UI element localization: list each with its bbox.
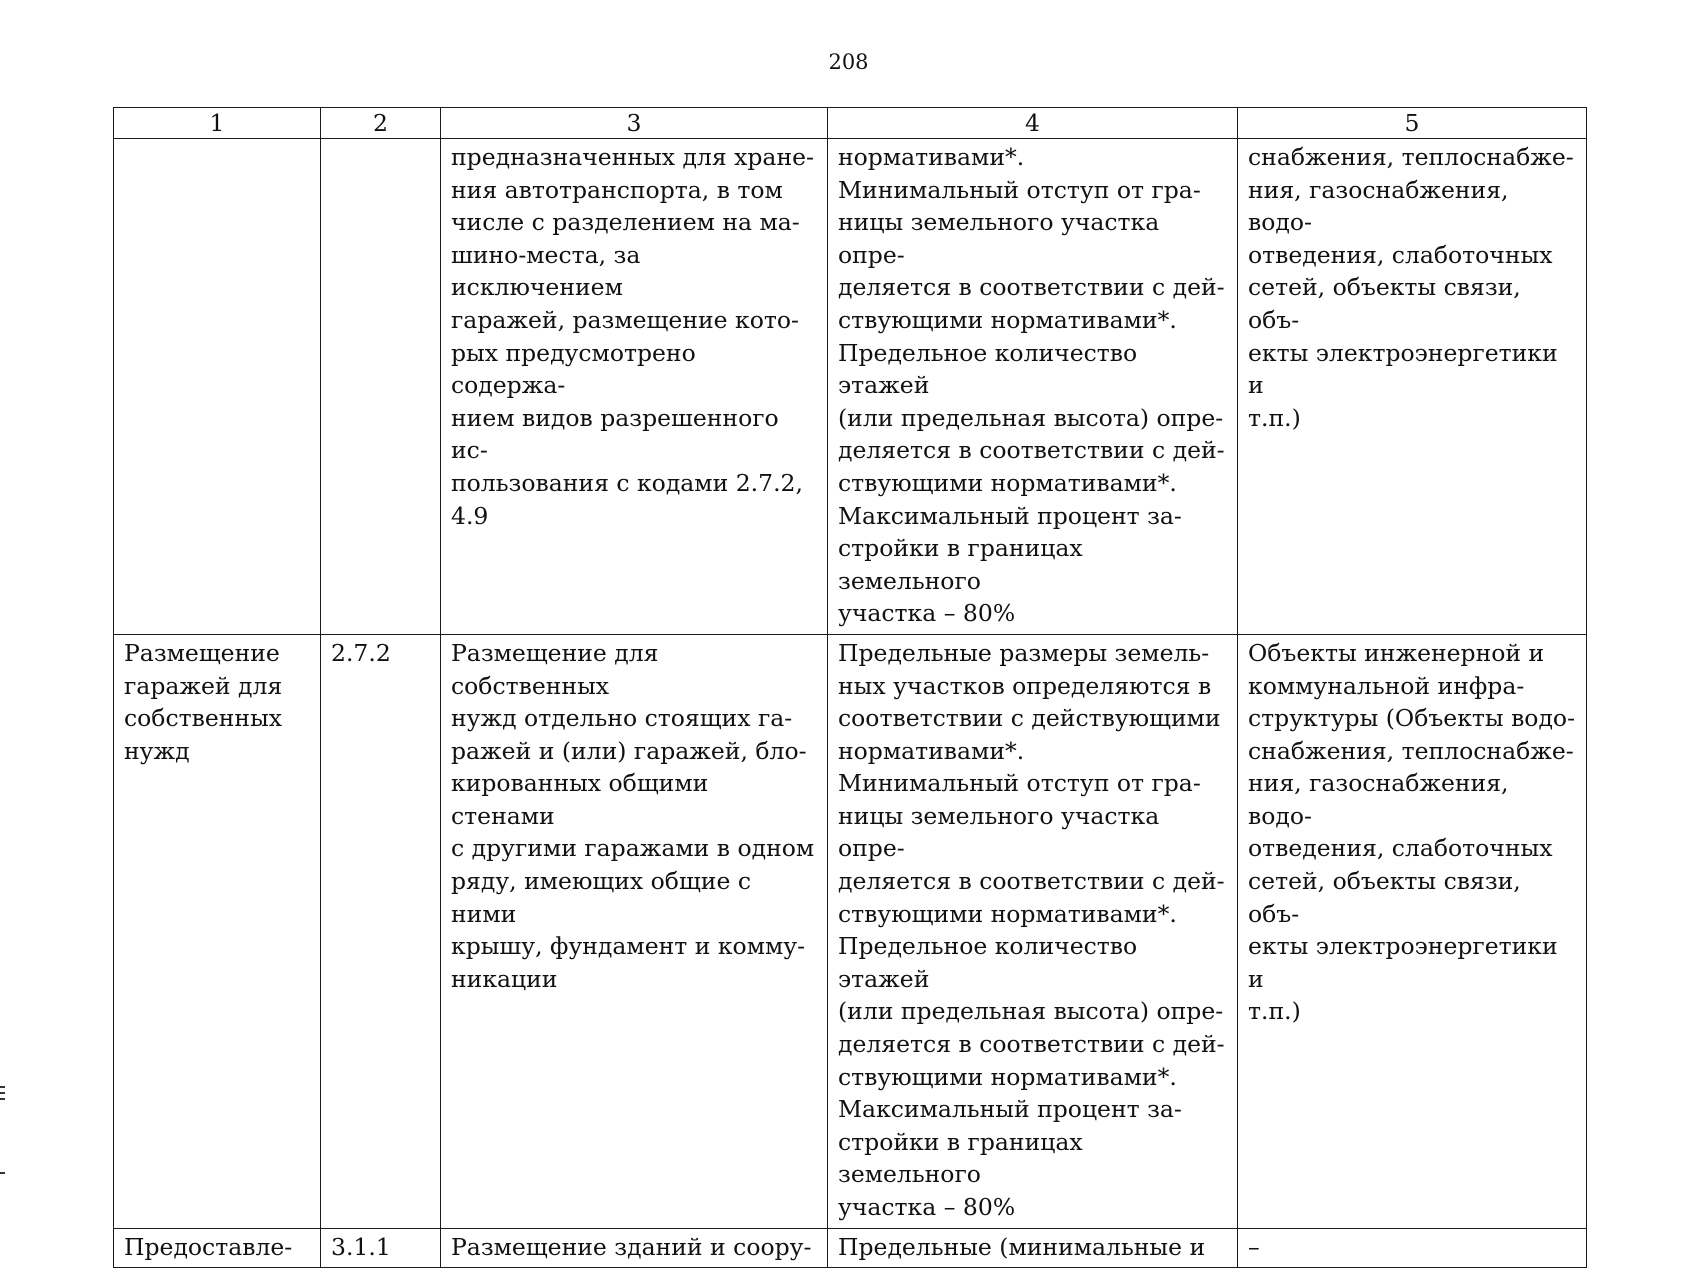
scan-margin-mark <box>0 1098 5 1100</box>
scan-margin-mark <box>0 1086 5 1088</box>
scan-margin-mark <box>0 1172 5 1174</box>
column-header-4: 4 <box>828 108 1238 139</box>
building-parameters-cell: Предельные (минимальные и <box>828 1228 1238 1268</box>
land-use-description-cell: Размещение зданий и соору- <box>441 1228 828 1268</box>
auxiliary-uses-cell: – <box>1238 1228 1587 1268</box>
land-use-code-cell <box>321 139 441 635</box>
land-use-description-cell: предназначенных для хране- ния автотранспорта, в том числе с разделением на ма- шино-места, за исключением гаражей, размещение кото- рых предусмотрено содержа- нием видов разрешенного ис- пользования с кодами 2.7.2, 4.9 <box>441 139 828 635</box>
table-row <box>114 139 1587 635</box>
column-header-2: 2 <box>321 108 441 139</box>
table-row <box>114 1228 1587 1268</box>
land-use-name-cell: Предоставле- <box>114 1228 321 1268</box>
land-use-name-cell: Размещение гаражей для собственных нужд <box>114 634 321 1228</box>
building-parameters-cell: нормативами*. Минимальный отступ от гра- ницы земельного участка опре- деляется в соответствии с дей- ствующими нормативами*. Предельное количество этажей (или предельная высота) опре- деляется в соответствии с дей- ствующими нормативами*. Максимальный процент за- стройки в границах земельного участка – 80% <box>828 139 1238 635</box>
land-use-description-cell: Размещение для собственных нужд отдельно стоящих га- ражей и (или) гаражей, бло- кированных общими стенами с другими гаражами в одном ряду, имеющих общие с ними крышу, фундамент и комму- никации <box>441 634 828 1228</box>
land-use-code-cell: 3.1.1 <box>321 1228 441 1268</box>
land-use-code-cell: 2.7.2 <box>321 634 441 1228</box>
table-header-row <box>114 108 1587 139</box>
zoning-table <box>113 107 1587 1268</box>
auxiliary-uses-cell: Объекты инженерной и коммунальной инфра- структуры (Объекты водо- снабжения, теплоснабже- ния, газоснабжения, водо- отведения, слаботочных сетей, объекты связи, объ- екты электроэнергетики и т.п.) <box>1238 634 1587 1228</box>
column-header-1: 1 <box>114 108 321 139</box>
building-parameters-cell: Предельные размеры земель- ных участков определяются в соответствии с действующими нормативами*. Минимальный отступ от гра- ницы земельного участка опре- деляется в соответствии с дей- ствующими нормативами*. Предельное количество этажей (или предельная высота) опре- деляется в соответствии с дей- ствующими нормативами*. Максимальный процент за- стройки в границах земельного участка – 80% <box>828 634 1238 1228</box>
column-header-5: 5 <box>1238 108 1587 139</box>
page-number: 208 <box>828 50 869 74</box>
auxiliary-uses-cell: снабжения, теплоснабже- ния, газоснабжения, водо- отведения, слаботочных сетей, объекты связи, объ- екты электроэнергетики и т.п.) <box>1238 139 1587 635</box>
column-header-3: 3 <box>441 108 828 139</box>
scan-margin-mark <box>0 1092 5 1094</box>
land-use-name-cell <box>114 139 321 635</box>
table-row <box>114 634 1587 1228</box>
